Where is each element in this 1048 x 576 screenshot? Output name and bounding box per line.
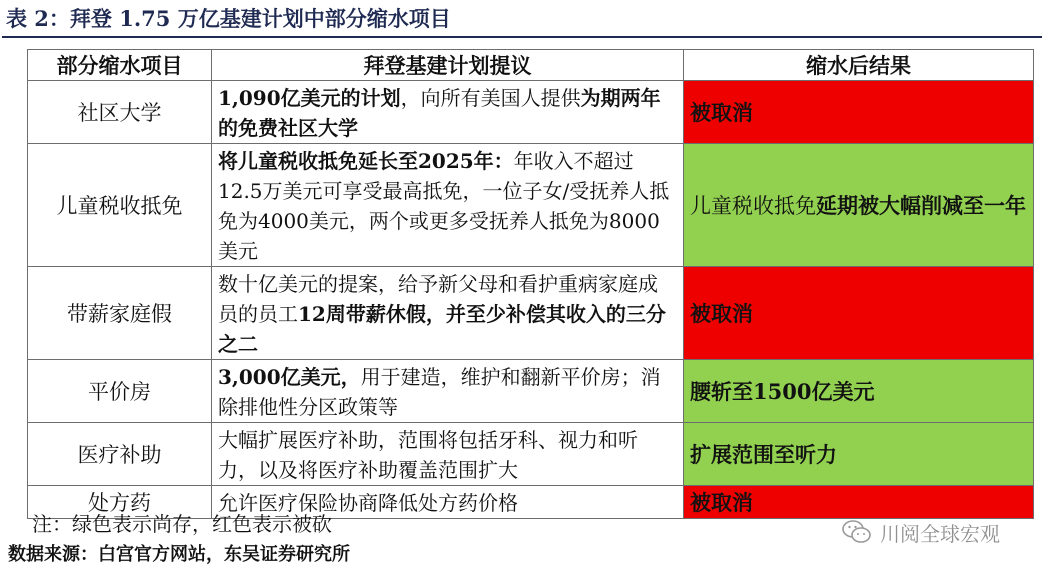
table-note: 注：绿色表示尚存，红色表示被砍 — [32, 512, 332, 536]
table-row — [28, 144, 1034, 267]
wechat-icon — [842, 519, 872, 545]
row-item: 平价房 — [28, 360, 212, 423]
row-result: 被取消 — [684, 486, 1034, 519]
table-title: 表 2：拜登 1.75 万亿基建计划中部分缩水项目 — [6, 6, 451, 31]
projects-table — [27, 49, 1034, 519]
watermark — [842, 515, 1000, 549]
row-proposal: 将儿童税收抵免延长至2025年：年收入不超过12.5万美元可享受最高抵免，一位子女/受抚养人抵免为4000美元，两个或更多受抚养人抵免为8000美元 — [212, 144, 684, 267]
header-result: 缩水后结果 — [684, 50, 1034, 81]
data-source: 数据来源：白宫官方网站，东吴证券研究所 — [8, 544, 350, 565]
header-proposal: 拜登基建计划提议 — [212, 50, 684, 81]
row-result: 腰斩至1500亿美元 — [684, 360, 1034, 423]
row-proposal: 数十亿美元的提案，给予新父母和看护重病家庭成员的员工12周带薪休假，并至少补偿其收入的三分之二 — [212, 267, 684, 360]
row-item: 处方药 — [28, 486, 212, 519]
table-row — [28, 81, 1034, 144]
table-row — [28, 267, 1034, 360]
row-item: 带薪家庭假 — [28, 267, 212, 360]
table-header-row — [28, 50, 1034, 81]
table-row — [28, 360, 1034, 423]
table-row — [28, 423, 1034, 486]
row-proposal: 1,090亿美元的计划，向所有美国人提供为期两年的免费社区大学 — [212, 81, 684, 144]
row-item: 社区大学 — [28, 81, 212, 144]
row-item: 医疗补助 — [28, 423, 212, 486]
row-proposal: 3,000亿美元，用于建造，维护和翻新平价房；消除排他性分区政策等 — [212, 360, 684, 423]
watermark-text: 川阅全球宏观 — [880, 521, 1000, 546]
row-proposal: 大幅扩展医疗补助，范围将包括牙科、视力和听力，以及将医疗补助覆盖范围扩大 — [212, 423, 684, 486]
row-result: 被取消 — [684, 81, 1034, 144]
row-result: 被取消 — [684, 267, 1034, 360]
header-item: 部分缩水项目 — [28, 50, 212, 81]
row-proposal: 允许医疗保险协商降低处方药价格 — [212, 486, 684, 519]
row-result: 扩展范围至听力 — [684, 423, 1034, 486]
row-result: 儿童税收抵免延期被大幅削减至一年 — [684, 144, 1034, 267]
row-item: 儿童税收抵免 — [28, 144, 212, 267]
title-underline — [2, 36, 1042, 38]
